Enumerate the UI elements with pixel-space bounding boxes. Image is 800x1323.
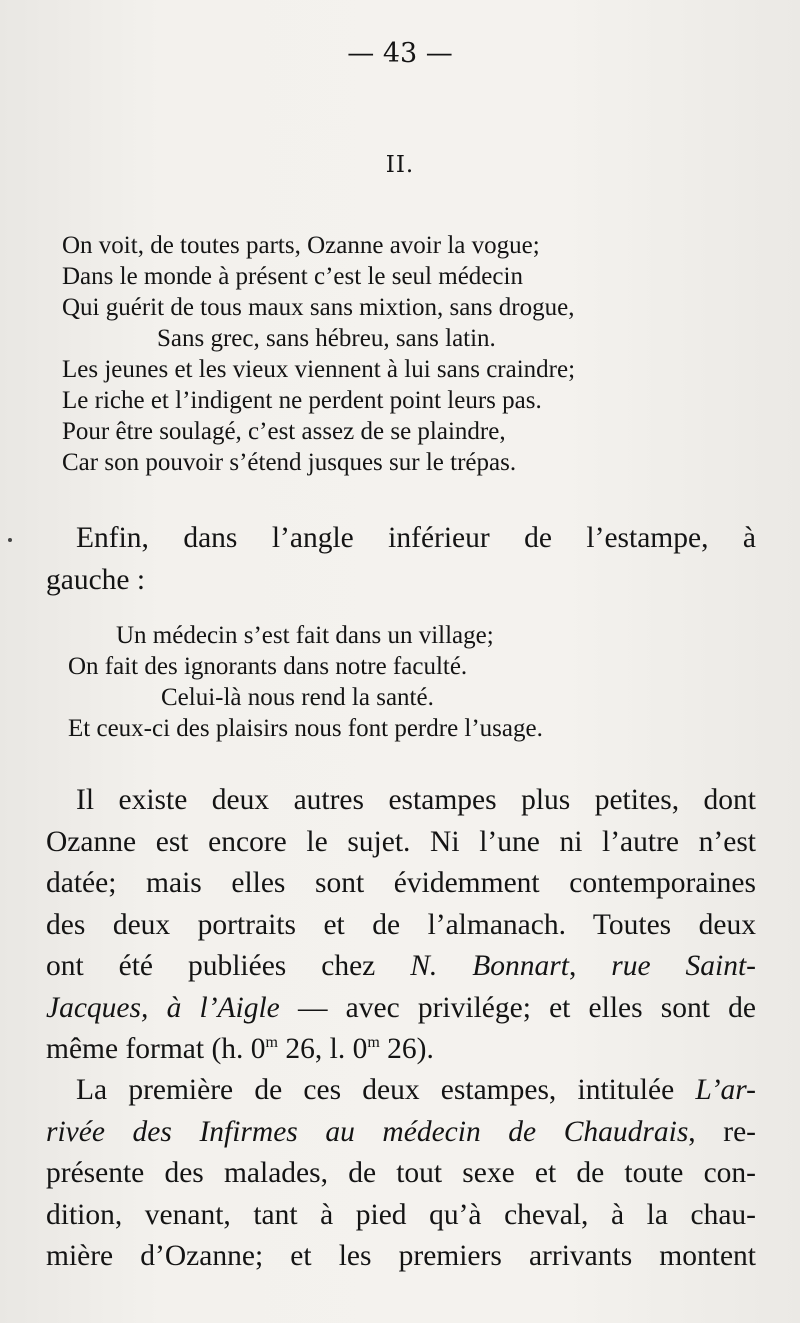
paragraph-line: Enfin, dans l’angle inférieur de l’estampe, à (76, 522, 756, 554)
paragraph-line (46, 1112, 756, 1154)
verse-line: Sans grec, sans hébreu, sans latin. (157, 325, 496, 352)
paragraph-line: datée; mais elles sont évidemment contemporaines (46, 867, 756, 899)
verse-line: On voit, de toutes parts, Ozanne avoir la vogue; (62, 232, 540, 259)
paragraph-line (46, 946, 756, 988)
text-run: 26). (379, 1033, 434, 1065)
verse-line: Celui-là nous rend la santé. (161, 684, 434, 711)
verse-line: Et ceux-ci des plaisirs nous font perdre l’usage. (68, 715, 543, 742)
unit-superscript: m (265, 1034, 278, 1051)
print-title: L’ar- (695, 1074, 756, 1106)
paragraph-line: dition, venant, tant à pied qu’à cheval, à la chau- (46, 1198, 756, 1231)
verse-line: Pour être soulagé, c’est assez de se plaindre, (62, 418, 506, 445)
paragraph-line: gauche : (46, 563, 146, 596)
text-run: La première de ces deux estampes, intitulée (76, 1074, 696, 1106)
verse-line: Qui guérit de tous maux sans mixtion, sans drogue, (62, 294, 575, 321)
verse-stanza-1 (62, 230, 575, 478)
verse-line: Le riche et l’indigent ne perdent point leurs pas. (62, 387, 542, 414)
verse-line: On fait des ignorants dans notre faculté. (68, 653, 468, 680)
paragraph-first-print (46, 1070, 756, 1278)
paragraph-line: présente des malades, de tout sexe et de toute con- (46, 1157, 756, 1189)
paragraph-line: mière d’Ozanne; et les premiers arrivants montent (46, 1240, 756, 1272)
section-heading: II. (385, 152, 415, 178)
text-run: même format (h. 0 (46, 1033, 266, 1065)
unit-superscript: m (367, 1034, 380, 1051)
text-run: — avec privilége; et elles sont de (279, 991, 756, 1024)
verse-line: Dans le monde à présent c’est le seul médecin (62, 263, 523, 290)
paragraph-other-prints (46, 780, 756, 1071)
verse-line: Car son pouvoir s’étend jusques sur le trépas. (62, 449, 517, 476)
verse-line: Un médecin s’est fait dans un village; (116, 622, 494, 649)
publisher-address: Jacques, à l’Aigle (46, 991, 280, 1024)
paragraph-line: Il existe deux autres estampes plus petites, dont (76, 784, 756, 816)
page-number: — 43 — (347, 38, 453, 69)
paragraph-intro (46, 518, 756, 601)
text-run: , (568, 950, 612, 982)
paragraph-line (46, 988, 756, 1030)
text-run: , re- (688, 1115, 756, 1148)
paragraph-line: des deux portraits et de l’almanach. Toutes deux (46, 908, 756, 941)
publisher-address: rue Saint- (611, 950, 757, 982)
text-run: ont été publiées chez (46, 950, 411, 982)
verse-line: Les jeunes et les vieux viennent à lui sans craindre; (62, 356, 576, 383)
print-title: rivée des Infirmes au médecin de Chaudrais (46, 1115, 689, 1148)
margin-speck (8, 538, 12, 542)
verse-stanza-2 (68, 620, 543, 744)
text-run: 26, l. 0 (278, 1033, 368, 1065)
paragraph-line: Ozanne est encore le sujet. Ni l’une ni l’autre n’est (46, 825, 756, 858)
publisher-name: N. Bonnart (410, 950, 569, 982)
paragraph-line (46, 1070, 756, 1112)
paragraph-line (46, 1029, 756, 1071)
